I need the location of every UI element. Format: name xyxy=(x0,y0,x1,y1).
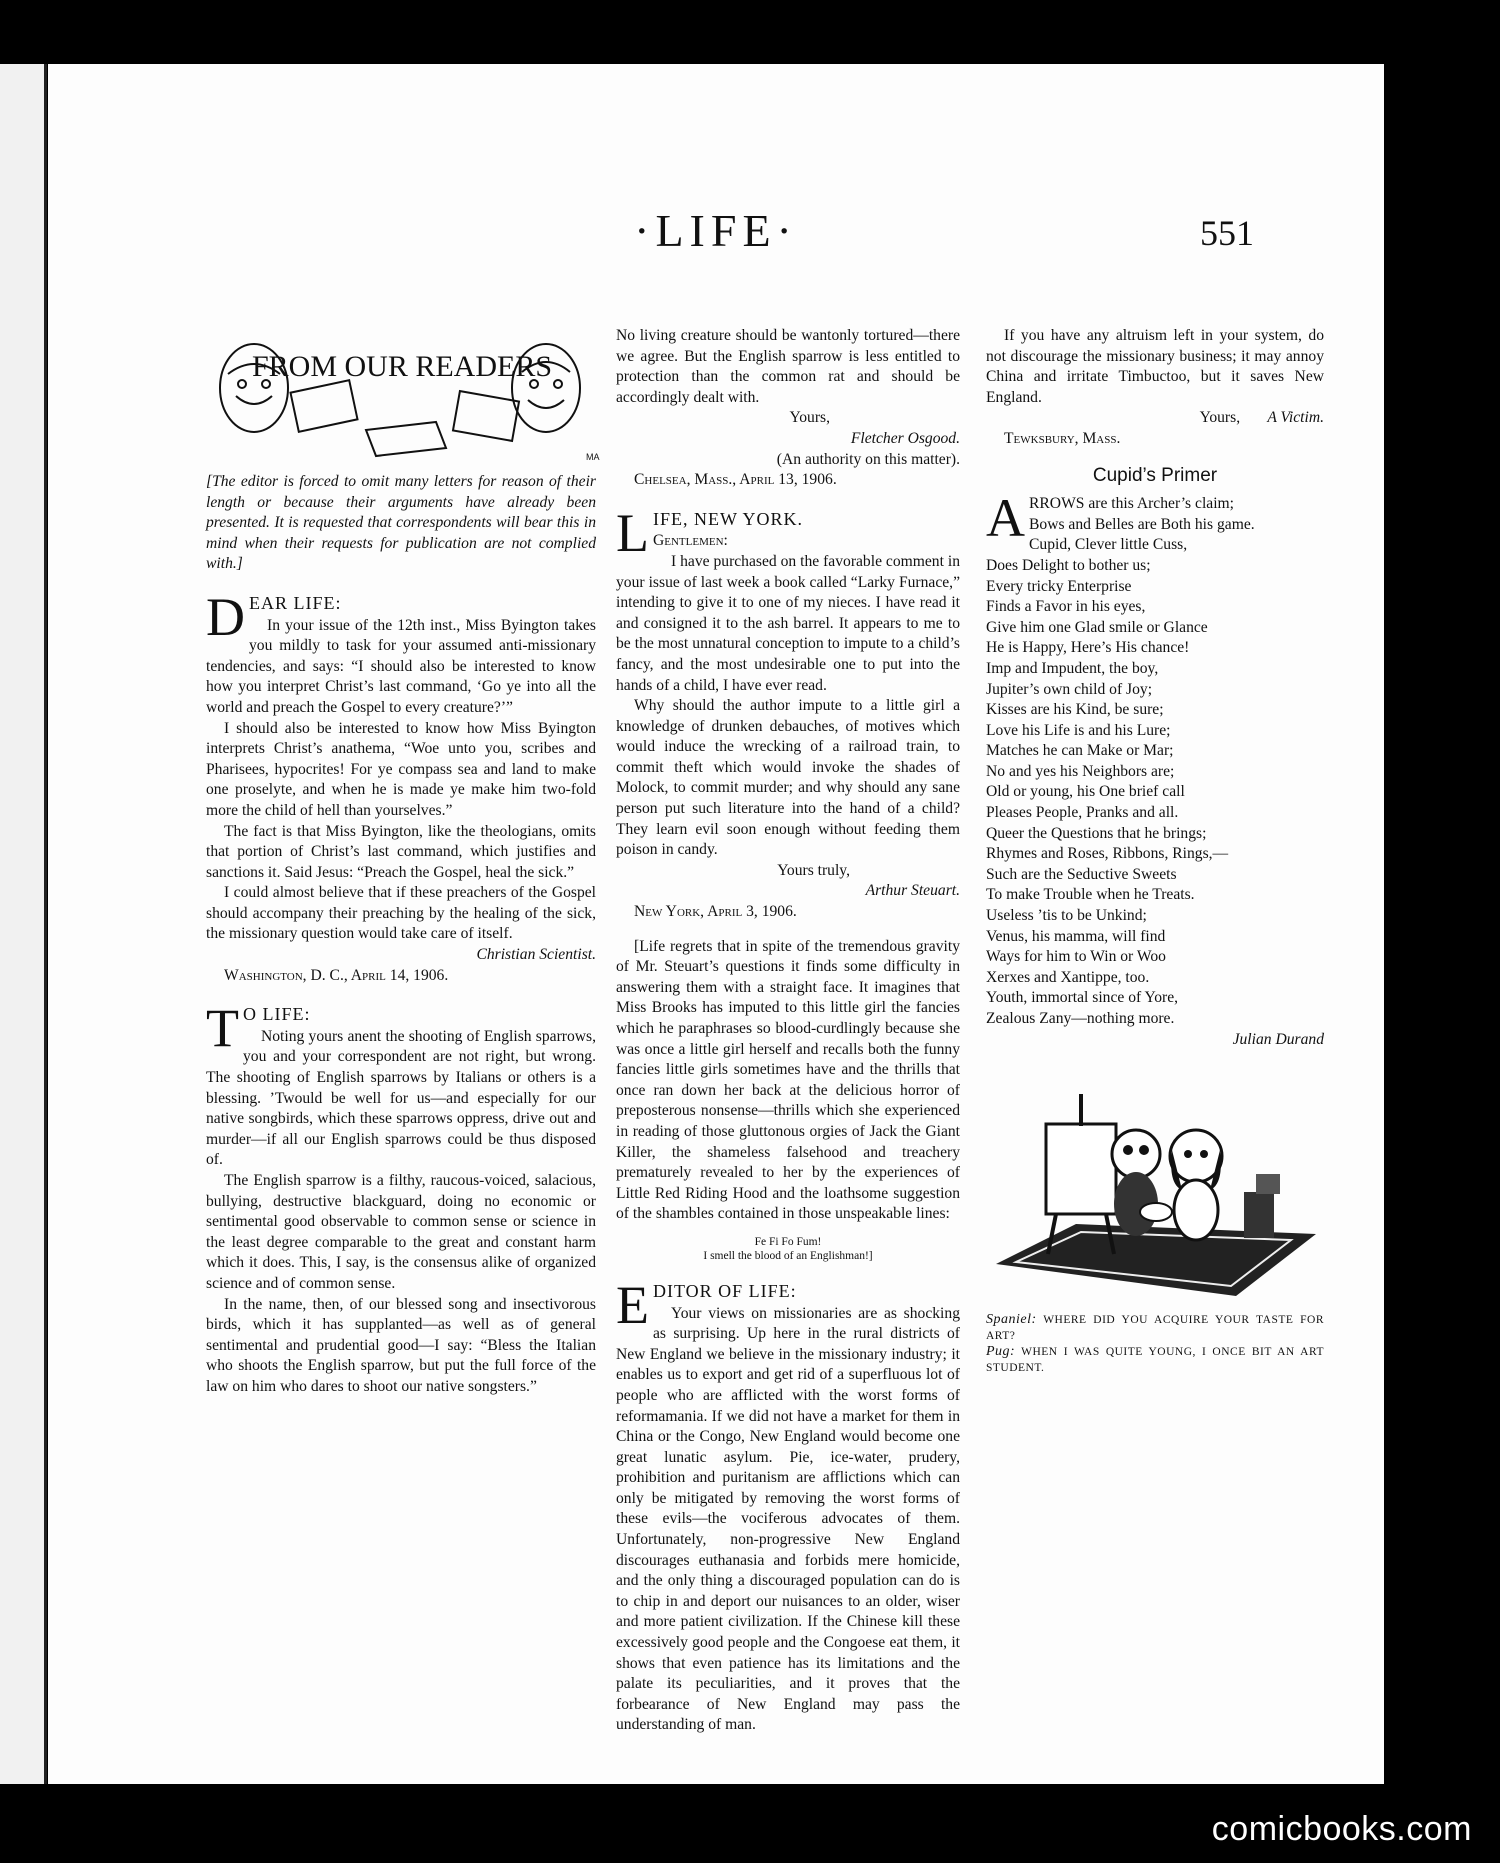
poem-title: Cupid’s Primer xyxy=(1092,464,1218,486)
letter-4-signoff xyxy=(986,408,1324,429)
letter-4-paragraph: If you have any altruism left in your system, do not discourage the missionary business; it may annoy China and irritate Timbuctoo, but it saves New England. xyxy=(986,327,1324,406)
letter-2-closing: Yours, xyxy=(789,409,830,427)
svg-text:MA: MA xyxy=(586,452,600,462)
poem-line: Give him one Glad smile or Glance xyxy=(986,618,1208,636)
letter-1-paragraph: I could almost believe that if these preachers of the Gospel should accompany their preaching by the healing of the sick, the missionary question would take care of itself. xyxy=(206,884,596,943)
letter-2-authority: (An authority on this matter). xyxy=(776,450,960,468)
masthead: ·LIFE· xyxy=(634,205,798,256)
poem-line: He is Happy, Here’s His chance! xyxy=(986,639,1190,657)
poem-line: Queer the Questions that he brings; xyxy=(986,824,1207,842)
caption-speaker: Spaniel: xyxy=(986,1312,1037,1328)
previous-page-edge xyxy=(0,64,47,1784)
editor-note: [The editor is forced to omit many letters for reason of their length or because their arguments have already been presented. It is requested that correspondents will bear this in mind when their requests for publication are not complied with.] xyxy=(206,473,596,573)
letter-3-paragraph: Why should the author impute to a little girl a knowledge of drunken debauches, of motives which would induce the wrecking of a railroad train, to commit theft which would invoke the shades of Molock, to commit murder; and why should any sane person put such literature into the hand of a child? They learn evil soon enough without feeding them poison in candy. xyxy=(616,697,960,859)
letter-4-salutation: DITOR OF LIFE: xyxy=(653,1280,797,1301)
page-number: 551 xyxy=(1200,213,1254,253)
letter-3-heading xyxy=(616,502,960,563)
poem-line: Every tricky Enterprise xyxy=(986,577,1132,595)
banner-title: FROM OUR READERS xyxy=(251,350,553,383)
from-our-readers-banner xyxy=(206,326,598,464)
poem-line: Does Delight to bother us; xyxy=(986,556,1151,574)
letter-2-signature: Fletcher Osgood. xyxy=(850,429,960,447)
letter-2-salutation: O LIFE: xyxy=(243,1004,311,1025)
poem-line: Useless ’tis to be Unkind; xyxy=(986,907,1147,925)
magazine-page xyxy=(48,64,1384,1784)
column-2 xyxy=(616,326,960,1736)
letter-1-paragraph: The fact is that Miss Byington, like the theologians, omits that portion of Christ’s last command, which justifies and sanctions it. Said Jesus: “Preach the Gospel, heal the sick.” xyxy=(206,822,596,881)
drop-cap: L xyxy=(616,502,649,563)
poem-line: Ways for him to Win or Woo xyxy=(986,948,1166,966)
poem-line: Finds a Favor in his eyes, xyxy=(986,598,1146,616)
letter-3-closing: Yours truly, xyxy=(777,861,850,879)
poem-line: Cupid, Clever little Cuss, xyxy=(1029,536,1188,554)
illustration-caption xyxy=(986,1312,1324,1376)
verse-quote xyxy=(616,1235,960,1263)
poem-line: Love his Life is and his Lure; xyxy=(986,721,1171,739)
poem-line: Kisses are his Kind, be sure; xyxy=(986,701,1164,719)
letter-4-place: Tewksbury, Mass. xyxy=(1004,429,1121,447)
watermark: comicbooks.com xyxy=(1211,1810,1472,1848)
drop-cap: E xyxy=(616,1274,649,1335)
poem-line: Xerxes and Xantippe, too. xyxy=(986,968,1150,986)
verse-line: Fe Fi Fo Fum! xyxy=(754,1235,822,1248)
poem-author: Julian Durand xyxy=(1232,1030,1324,1048)
letter-3-paragraph: I have purchased on the favorable comment in your issue of last week a book called “Larky Furnace,” intending to give it to one of my nieces. I have read it and consigned it to the ash barrel. It appears to me to be the most unnatural conception to impute to a child’s fancy, and the most undesirable one to put into the hands of a child, I have ever read. xyxy=(616,552,960,694)
letter-2-paragraph: The English sparrow is a filthy, raucous-voiced, salacious, bullying, destructive blackguard, doing no economic or sentimental good observable to common sense or science in the least degree comparable to the great and constant harm which it does. This, I say, is the consensus alike of organized science and of common sense. xyxy=(206,1172,596,1292)
letter-4-heading xyxy=(616,1274,960,1335)
drop-cap: A xyxy=(986,488,1025,549)
editor-reply: [Life regrets that in spite of the tremendous gravity of Mr. Steuart’s questions it finds some difficulty in answering them with a straight face. It imagines that Miss Brooks has imputed to this little girl the fancies which he paraphrases so blood-curdlingly because she was once a little girl herself and recalls both the funny fancies little girls sometimes have and the thrills that once ran down her back at the delicious horror of preposterous nonsense—thrills which she experienced in reading of those gluttonous orgies of Jack the Giant Killer, the shameless falsehood and treachery prematurely revealed to her by the experiences of Little Red Riding Hood and the loathsome suggestion of the shambles contained in those unspeakable lines: xyxy=(616,937,960,1223)
poem-line: Zealous Zany—nothing more. xyxy=(986,1010,1175,1027)
poem-line: Youth, immortal since of Yore, xyxy=(986,989,1179,1007)
letter-4-paragraph: Your views on missionaries are as shocking as surprising. Up here in the rural districts of New England we believe in the missionary industry; it enables us to export and get rid of a superfluous lot of people who are afflicted with the worst forms of reformamania. If we did not have a market for them in China or the Congo, New England would become one great lunatic asylum. Pie, ice-water, prudery, prohibition and puritanism are afflictions which can only be mitigated by removing the worst forms of these evils—the vociferous advocates of them. Unfortunately, non-progressive New England discourages euthanasia and forbids mere homicide, and the only thing a discouraged population can do is to chip in and deport our nuisances to an older, wiser and more patient civilization. If the Chinese kill these excessively good people and the Congoese eat them, it shows that even patience has its limitations and the palate its peculiarities, and it proves that the forbearance of New England may pass the understanding of man. xyxy=(616,1304,960,1734)
spaniel-and-pug-illustration xyxy=(986,1064,1324,1304)
letter-1-place: Washington, D. C., April 14, 1906. xyxy=(224,966,449,984)
poem-line: Old or young, his One brief call xyxy=(986,783,1185,801)
letter-4-closing: Yours, xyxy=(1199,409,1241,427)
poem-line: Bows and Belles are Both his game. xyxy=(1029,515,1255,533)
poem-line: No and yes his Neighbors are; xyxy=(986,762,1175,780)
letter-1-paragraph: In your issue of the 12th inst., Miss Byington takes you mildly to task for your assumed anti-missionary tendencies, and says: “I should also be interested to know how you interpret Christ’s last command, ‘Go ye into all the world and preach the Gospel to every creature?’” xyxy=(206,616,596,716)
letter-3-salutation: IFE, NEW YORK. xyxy=(653,508,803,529)
drop-cap: T xyxy=(206,998,239,1059)
poem-line: To make Trouble when he Treats. xyxy=(986,886,1195,904)
letter-1-heading xyxy=(206,586,596,647)
poem-line: Such are the Seductive Sweets xyxy=(986,865,1177,883)
poem-line: Imp and Impudent, the boy, xyxy=(986,659,1159,677)
poem-line: Matches he can Make or Mar; xyxy=(986,742,1174,760)
poem xyxy=(986,488,1324,1029)
letter-4-signature: A Victim. xyxy=(1267,409,1324,427)
caption-line: WHERE DID YOU ACQUIRE YOUR TASTE FOR ART? xyxy=(986,1314,1324,1343)
letter-3-signature: Arthur Steuart. xyxy=(865,882,960,900)
caption-speaker: Pug: xyxy=(986,1344,1016,1360)
letter-1-paragraph: I should also be interested to know how Miss Byington interprets Christ’s anathema, “Woe unto you, scribes and Pharisees, hypocrites! For ye compass sea and land to make one proselyte, and when he is made ye make him two-fold more the child of hell than yourselves.” xyxy=(206,719,596,819)
column-3 xyxy=(986,326,1324,1376)
poem-line: Venus, his mamma, will find xyxy=(986,927,1166,945)
letter-2-paragraph: Noting yours anent the shooting of English sparrows, you and your correspondent are not right, but wrong. The shooting of English sparrows by Italians or others is a blessing. ’Twould be well for us—and especially for our native songbirds, which these sparrows oppress, drive out and murder—if all our English sparrows could be thus disposed of. xyxy=(206,1027,596,1169)
letter-3-place: New York, April 3, 1906. xyxy=(634,903,797,921)
letter-2-heading xyxy=(206,998,596,1059)
poem-line: Jupiter’s own child of Joy; xyxy=(986,680,1153,698)
poem-line: RROWS are this Archer’s claim; xyxy=(1029,495,1234,513)
letter-1-salutation: EAR LIFE: xyxy=(249,592,342,613)
caption-line: WHEN I WAS QUITE YOUNG, I ONCE BIT AN ART STUDENT. xyxy=(986,1346,1324,1375)
letter-3-greeting: Gentlemen: xyxy=(653,532,728,550)
letter-2-paragraph: No living creature should be wantonly tortured—there we agree. But the English sparrow is less entitled to protection than the common rat and should be accordingly dealt with. xyxy=(616,327,960,406)
verse-line: I smell the blood of an Englishman!] xyxy=(703,1249,873,1262)
letter-2-place: Chelsea, Mass., April 13, 1906. xyxy=(634,471,837,489)
letter-1-signature: Christian Scientist. xyxy=(476,946,596,964)
drop-cap: D xyxy=(206,586,245,647)
letter-2-paragraph: In the name, then, of our blessed song and insectivorous birds, which it has supplanted—as well as of general sentimental and prudential good—I say: “Bless the Italian who shoots the English sparrow, but put the full force of the law on him who dares to shoot our native songsters.” xyxy=(206,1295,596,1395)
column-1 xyxy=(206,326,600,1398)
poem-line: Rhymes and Roses, Ribbons, Rings,— xyxy=(986,845,1229,863)
poem-line: Pleases People, Pranks and all. xyxy=(986,804,1179,822)
